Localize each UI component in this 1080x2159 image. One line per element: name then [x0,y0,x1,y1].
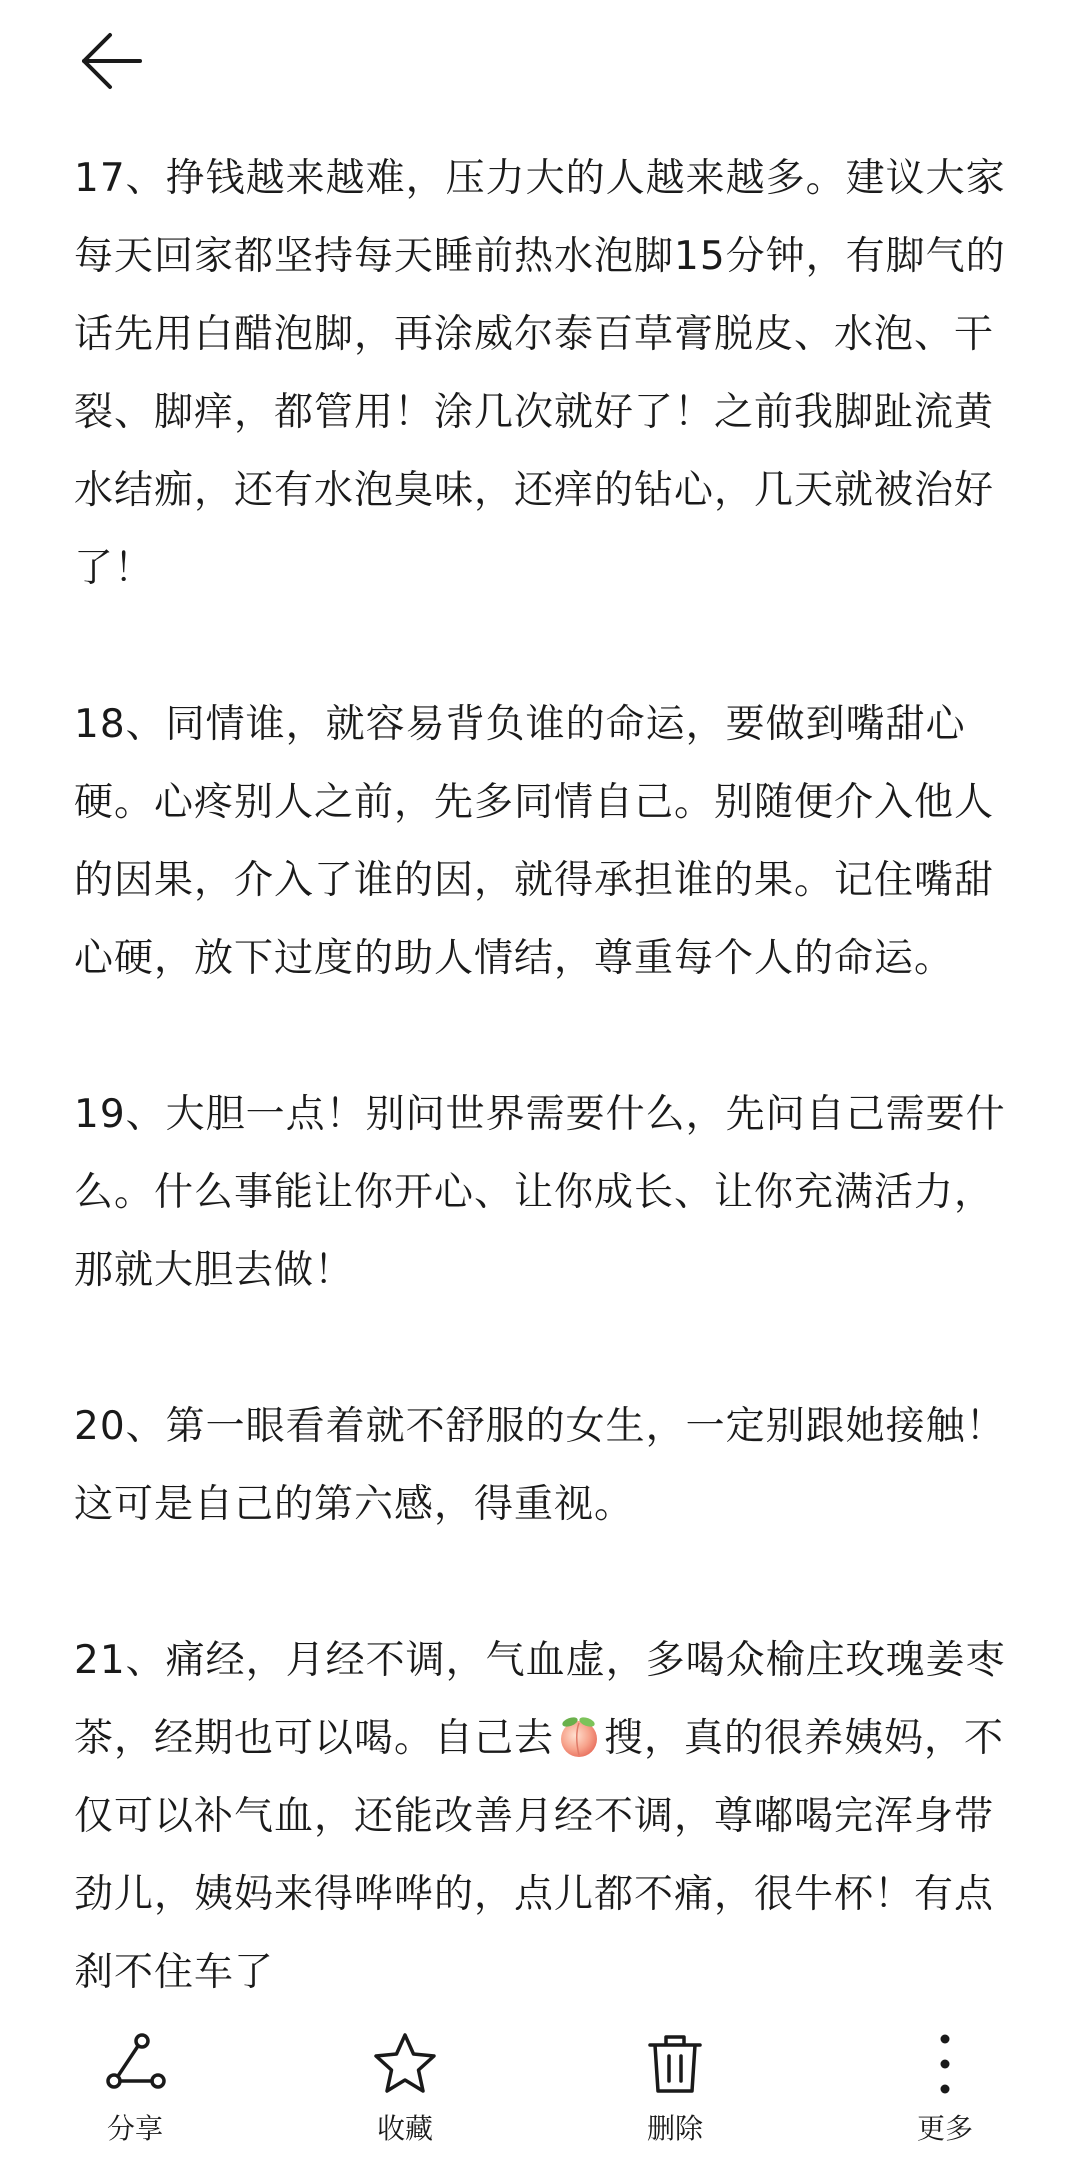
share-label: 分享 [106,2112,163,2145]
note-paragraph-20: 20、第一眼看着就不舒服的女生，一定别跟她接触！这可是自己的第六感，得重视。 [74,1404,1006,1527]
favorite-button[interactable] [330,2029,480,2147]
note-content [74,140,1014,2090]
delete-label: 删除 [646,2112,703,2145]
share-button[interactable] [60,2029,210,2147]
back-button[interactable] [66,16,156,106]
back-arrow-icon [78,28,144,94]
note-paragraph-18: 18、同情谁，就容易背负谁的命运，要做到嘴甜心硬。心疼别人之前，先多同情自己。别随便介入他人的因果，介入了谁的因，就得承担谁的果。记住嘴甜心硬，放下过度的助人情结，尊重每个人的命运。 [74,702,995,981]
more-button[interactable] [870,2029,1020,2147]
trash-icon [640,2029,710,2099]
share-icon [100,2029,170,2099]
paragraph-21-text-before: 21、痛经，月经不调，气血虚，多喝众榆庄玫瑰姜枣茶，经期也可以喝。自己去 [74,1638,1006,1761]
peach-emoji-icon [556,1713,602,1759]
star-icon [370,2029,440,2099]
bottom-toolbar [0,2019,1080,2159]
paragraph-21-text-after: 搜，真的很养姨妈，不仅可以补气血，还能改善月经不调，尊嘟喝完浑身带劲儿，姨妈来得哗哗的，点儿都不痛，很牛杯！有点刹不住车了 [74,1716,1005,1995]
more-label: 更多 [916,2112,973,2145]
note-paragraph-17: 17、挣钱越来越难，压力大的人越来越多。建议大家每天回家都坚持每天睡前热水泡脚15分钟，有脚气的话先用白醋泡脚，再涂威尔泰百草膏脱皮、水泡、干裂、脚痒，都管用！涂几次就好了！之前我脚趾流黄水结痂，还有水泡臭味，还痒的钻心，几天就被治好了！ [74,156,1006,591]
note-paragraph-19: 19、大胆一点！别问世界需要什么，先问自己需要什么。什么事能让你开心、让你成长、让你充满活力，那就大胆去做！ [74,1092,1006,1293]
more-vertical-icon [910,2029,980,2099]
top-bar [0,0,1080,120]
delete-button[interactable] [600,2029,750,2147]
favorite-label: 收藏 [376,2112,433,2145]
note-paragraph-21 [74,1622,1014,2012]
